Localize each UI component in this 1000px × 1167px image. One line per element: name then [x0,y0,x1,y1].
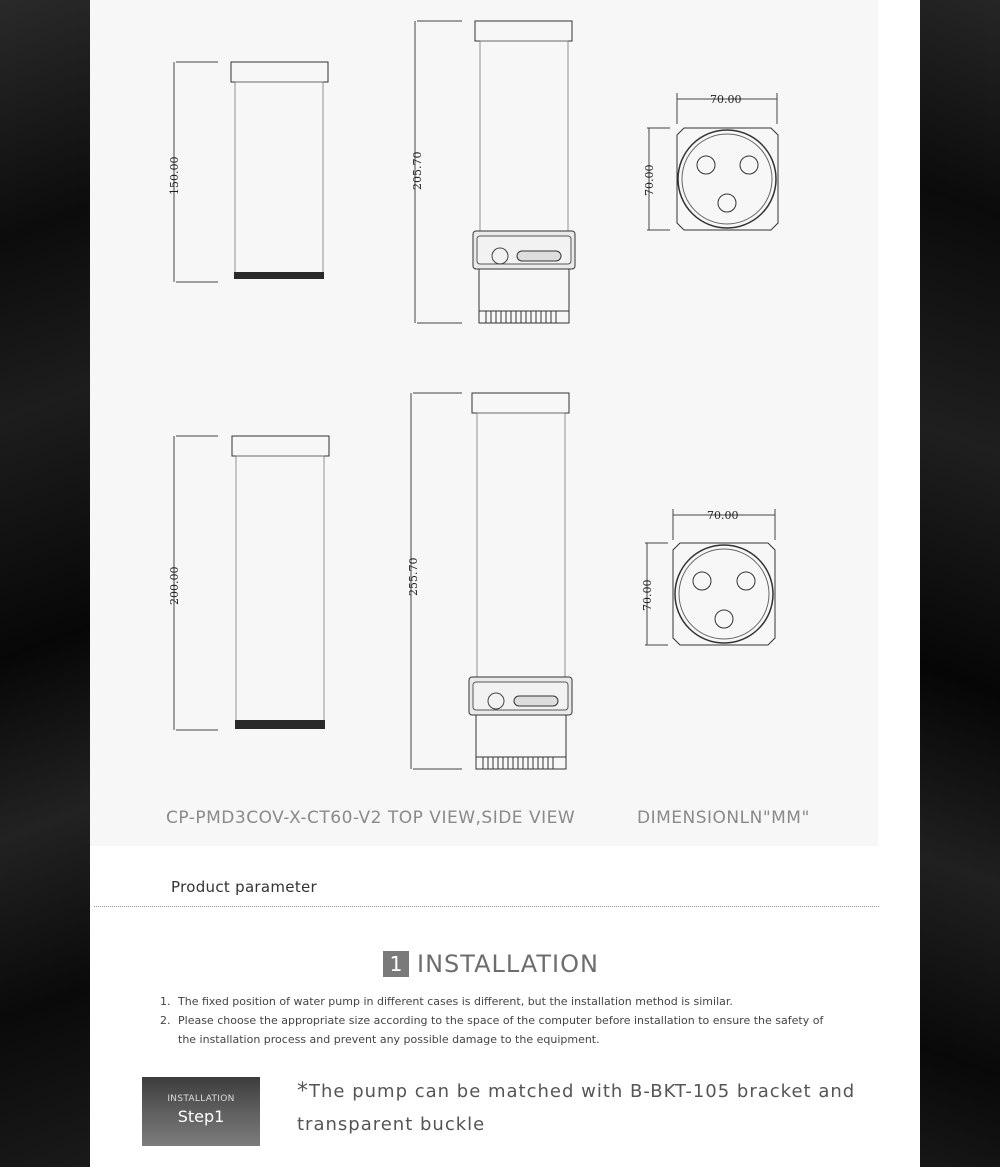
step-badge-label: Step1 [177,1107,225,1126]
note-item [160,1011,840,1049]
dim-top-width-2: 70.00 [707,509,739,522]
dim-total-205: 205.70 [411,151,424,190]
installation-tip [297,1075,857,1141]
dim-reservoir-150: 150.00 [168,156,181,195]
installation-heading [383,949,599,979]
installation-notes [160,992,840,1049]
technical-drawing [90,0,878,846]
dotted-divider [94,906,879,907]
note-number: 1. [160,995,171,1008]
installation-step-badge [142,1077,260,1146]
product-parameter-heading: Product parameter [171,878,318,896]
note-item [160,992,840,1011]
drawing-caption-unit: DIMENSIONLN"MM" [637,808,810,828]
dim-top-depth-2: 70.00 [641,579,654,611]
step-badge-caption: INSTALLATION [167,1094,235,1104]
dim-top-depth-1: 70.00 [643,164,656,196]
note-text: Please choose the appropriate size according to the space of the computer before installation to ensure the safety of the installation process and prevent any possible damage to the equipment. [178,1014,824,1046]
pump-top-view-1 [647,93,778,230]
dim-total-255: 255.70 [407,557,420,596]
note-text: The fixed position of water pump in different cases is different, but the installation method is similar. [178,995,733,1008]
note-number: 2. [160,1014,171,1027]
pump-reservoir-255-side-view [411,393,572,769]
installation-number-badge: 1 [383,951,409,977]
asterisk-mark: * [297,1079,309,1104]
content-column [90,0,920,1167]
drawing-caption-model: CP-PMD3COV-X-CT60-V2 TOP VIEW,SIDE VIEW [166,808,576,828]
dim-top-width-1: 70.00 [710,93,742,106]
installation-title: INSTALLATION [417,950,599,978]
tip-text: The pump can be matched with B-BKT-105 bracket and transparent buckle [297,1081,856,1135]
reservoir-150-side-view [174,62,328,282]
dim-reservoir-200: 200.00 [168,566,181,605]
pump-reservoir-205-side-view [415,21,575,323]
right-dark-background [920,0,1000,1167]
pump-top-view-2 [645,509,775,645]
reservoir-200-side-view [174,436,329,730]
left-dark-background [0,0,90,1167]
dimension-drawing [90,0,878,846]
